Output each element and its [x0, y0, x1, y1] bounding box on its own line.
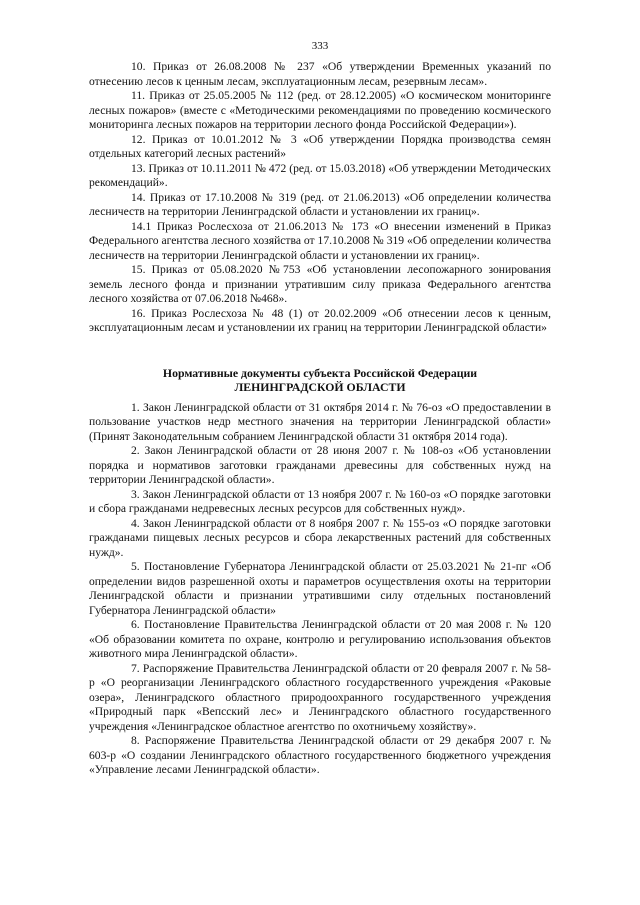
regional-documents-list — [89, 401, 551, 778]
list-item: 3. Закон Ленинградской области от 13 ноября 2007 г. № 160-оз «О порядке заготовки и сбора гражданами недревесных лесных ресурсов для собственных нужд». — [89, 487, 551, 515]
list-item: 4. Закон Ленинградской области от 8 ноября 2007 г. № 155-оз «О порядке заготовки гражданами пищевых лесных ресурсов и сбора лекарственных растений для собственных нужд». — [89, 516, 551, 559]
section-heading — [89, 366, 551, 395]
list-item: 13. Приказ от 10.11.2011 № 472 (ред. от 15.03.2018) «Об утверждении Методических рекомендаций». — [89, 161, 551, 189]
list-item: 10. Приказ от 26.08.2008 № 237 «Об утверждении Временных указаний по отнесению лесов к ценным лесам, эксплуатационным лесам, резервным лесам». — [89, 60, 551, 88]
list-item: 6. Постановление Правительства Ленинградской области от 20 мая 2008 г. № 120 «Об образовании комитета по охране, контролю и регулированию использования объектов животного мира Ленинградской области». — [89, 618, 551, 660]
list-item: 12. Приказ от 10.01.2012 № 3 «Об утверждении Порядка производства семян отдельных категорий лесных растений» — [89, 132, 551, 160]
list-item: 14.1 Приказ Рослесхоза от 21.06.2013 № 173 «О внесении изменений в Приказ Федерального агентства лесного хозяйства от 17.10.2008 № 319 «Об определении количества лесничеств на территории Ленинградской области и установлении их границ». — [89, 219, 551, 262]
list-item: 2. Закон Ленинградской области от 28 июня 2007 г. № 108-оз «Об установлении порядка и нормативов заготовки гражданами древесины для собственных нужд на территории Ленинградской области». — [89, 444, 551, 486]
federal-orders-list — [89, 60, 551, 336]
list-item: 11. Приказ от 25.05.2005 № 112 (ред. от 28.12.2005) «О космическом мониторинге лесных пожаров» (вместе с «Методическими рекомендациями по проведению космического мониторинга лесных пожаров на территории лесного фонда Российской Федерации»). — [89, 89, 551, 131]
list-item: 7. Распоряжение Правительства Ленинградской области от 20 февраля 2007 г. № 58-р «О реорганизации Ленинградского областного государственного учреждения «Раковые озера», Ленинградского областного природоохранного государственного учреждения «Природный парк «Вепсский лес» и Ленинградского областного государственного учреждения «Ленинградское областное агентство по охотничьему хозяйству». — [89, 661, 551, 733]
list-item: 1. Закон Ленинградской области от 31 октября 2014 г. № 76-оз «О предоставлении в пользование участков недр местного значения на территории Ленинградской области» (Принят Законодательным собранием Ленинградской области 31 октября 2014 года). — [89, 400, 551, 443]
list-item: 8. Распоряжение Правительства Ленинградской области от 29 декабря 2007 г. № 603-р «О создании Ленинградского областного государственного бюджетного учреждения «Управление лесами Ленинградской области». — [89, 734, 551, 776]
list-item: 15. Приказ от 05.08.2020 №753 «Об установлении лесопожарного зонирования земель лесного фонда и признании утратившим силу приказа Федерального агентства лесного хозяйства от 07.06.2018 №468». — [89, 263, 551, 305]
list-item: 14. Приказ от 17.10.2008 № 319 (ред. от 21.06.2013) «Об определении количества лесничеств на территории Ленинградской области и установлении их границ». — [89, 190, 551, 218]
document-body — [89, 60, 551, 778]
list-item: 16. Приказ Рослесхоза № 48 (1) от 20.02.2009 «Об отнесении лесов к ценным, эксплуатационным лесам и установлении их границ на территории Ленинградской области» — [89, 306, 551, 334]
page-number: 333 — [311, 40, 329, 52]
section-heading-line2: ЛЕНИНГРАДСКОЙ ОБЛАСТИ — [234, 380, 406, 394]
list-item: 5. Постановление Губернатора Ленинградской области от 25.03.2021 № 21-пг «Об определении видов разрешенной охоты и параметров осуществления охоты на территории Ленинградской области и признании утратившими силу отдельных постановлений Губернатора Ленинградской области» — [89, 560, 551, 617]
section-heading-line1: Нормативные документы субъекта Российской Федерации — [162, 365, 478, 380]
